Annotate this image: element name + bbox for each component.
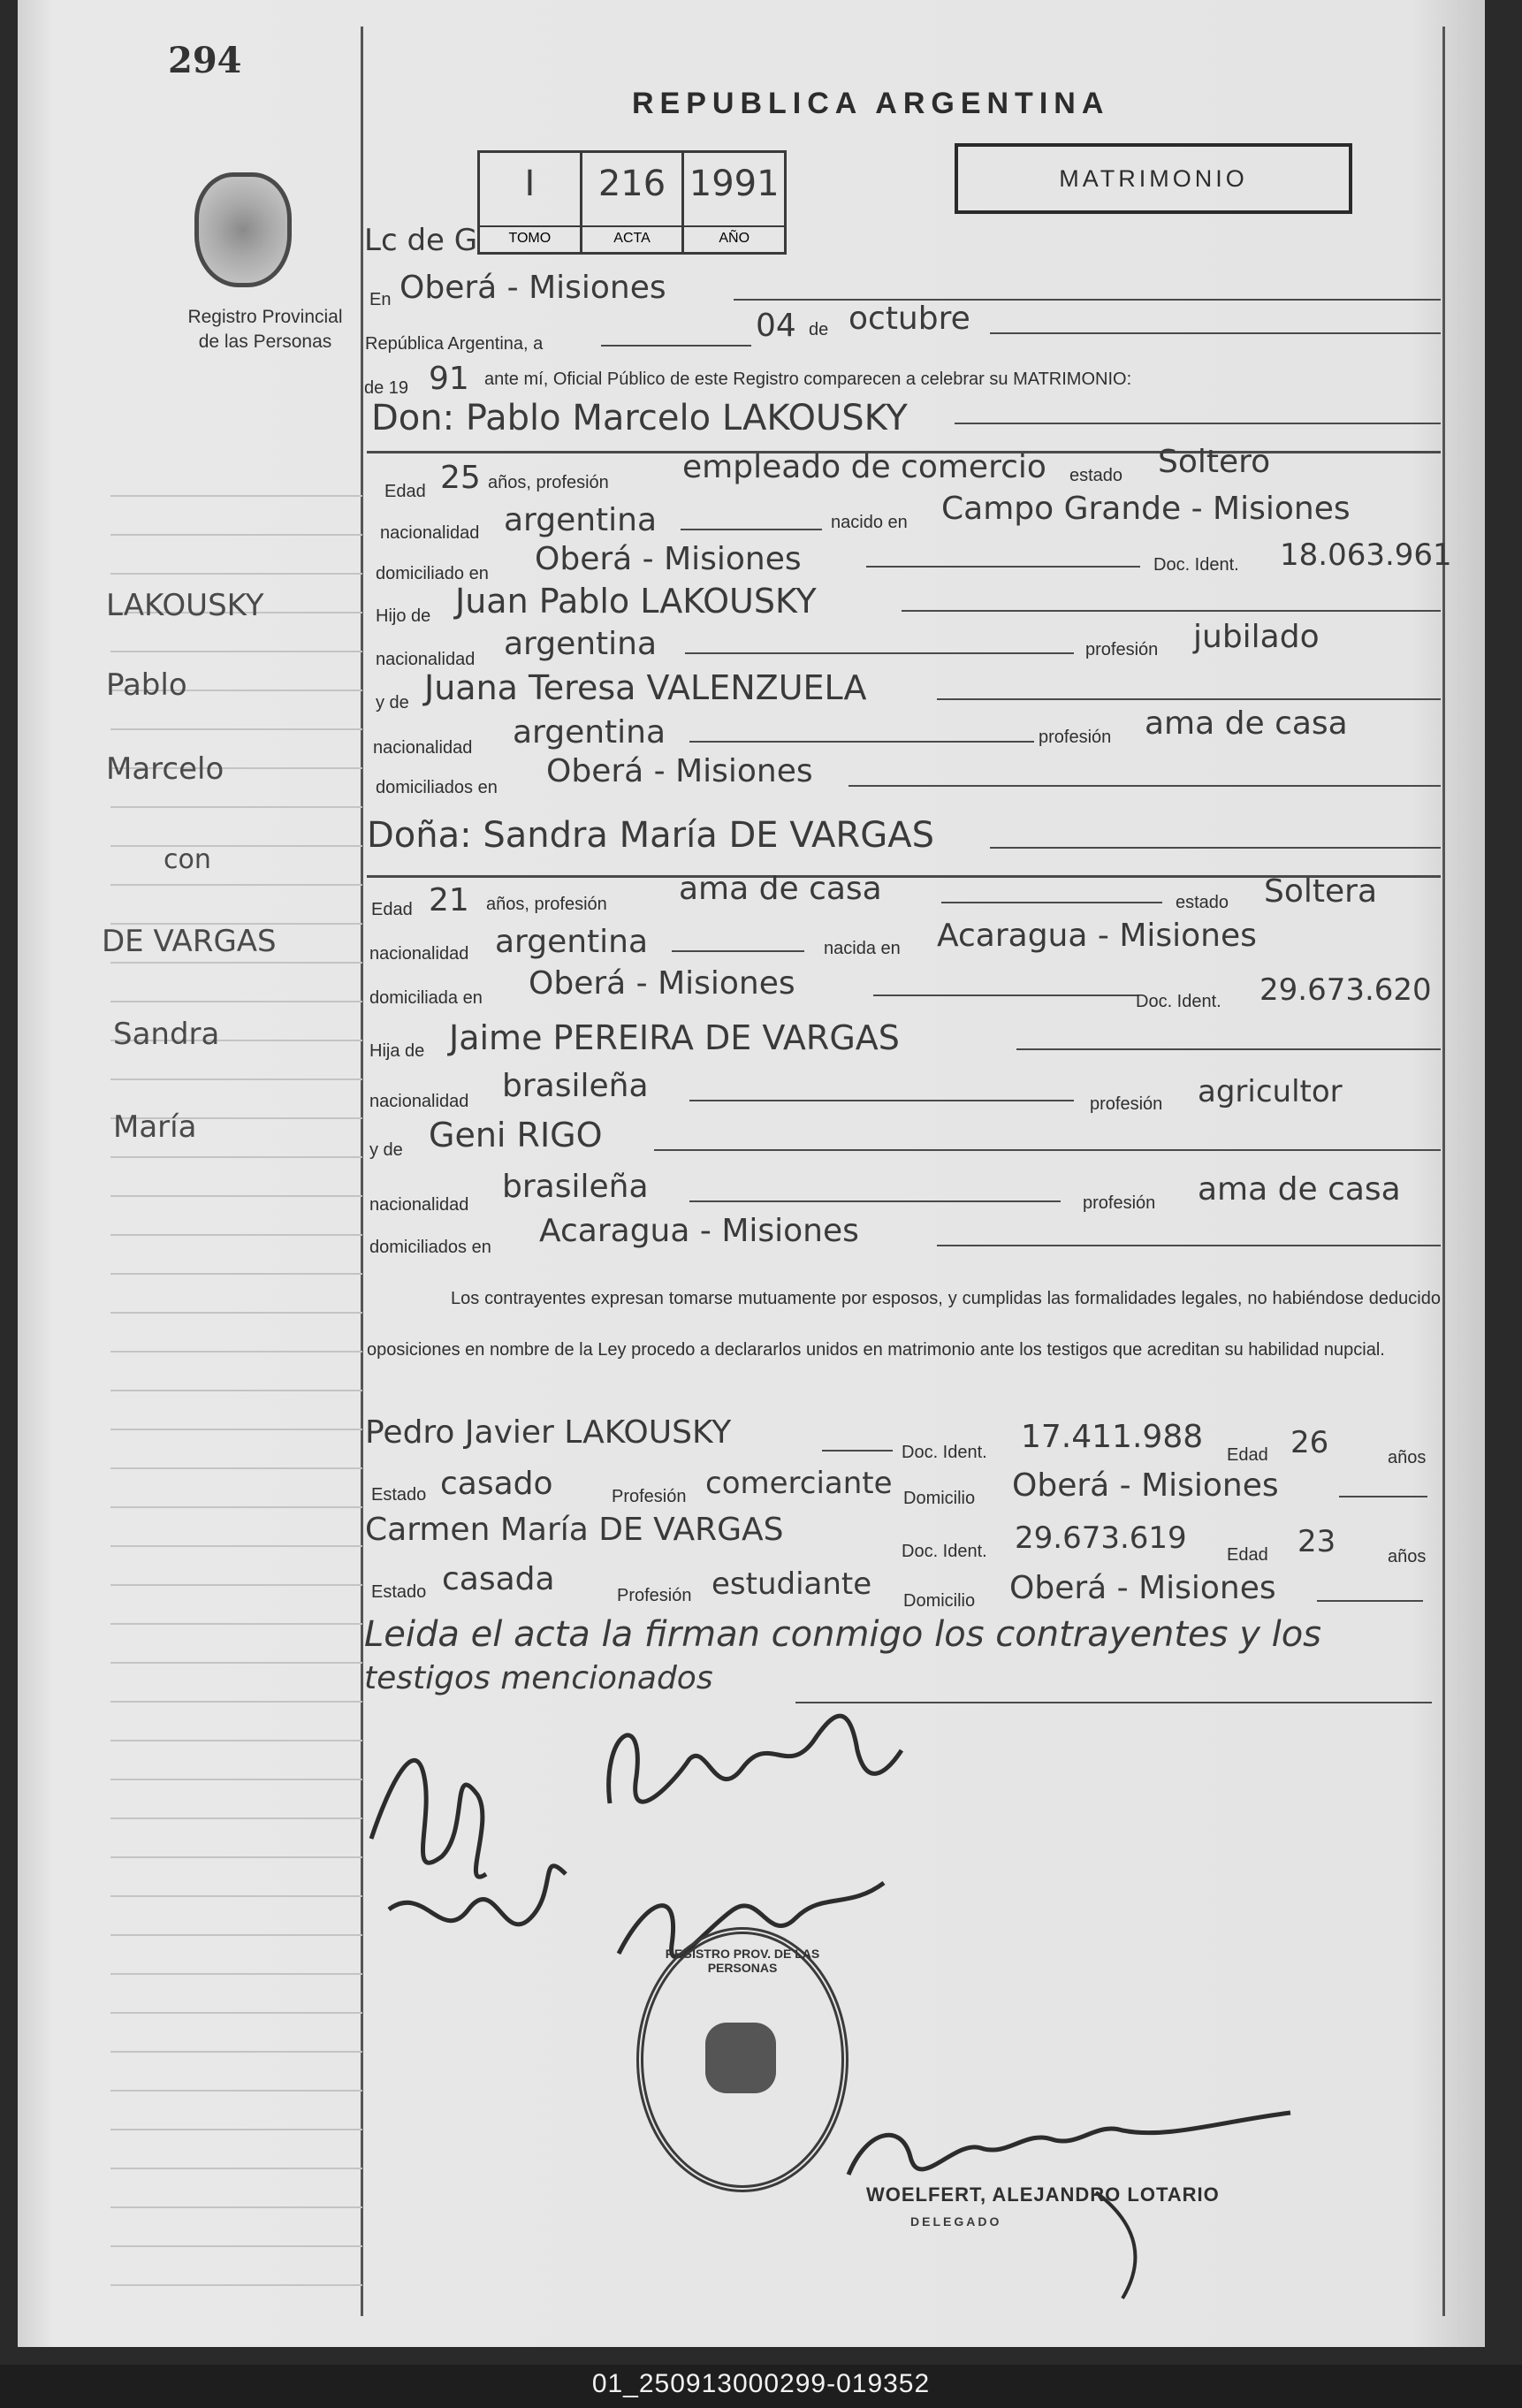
stamp-emblem-icon	[705, 2023, 776, 2093]
margin-rule-line	[110, 1234, 362, 1236]
official-stamp	[636, 1927, 849, 2192]
groom-mother: Juana Teresa VALENZUELA	[424, 668, 867, 707]
margin-rule-line	[110, 1973, 362, 1975]
year-suffix: 91	[429, 361, 469, 397]
profesion-label: Profesión	[612, 1487, 687, 1506]
signature-groom	[371, 1760, 486, 1877]
domiciliado-label: domiciliado en	[376, 564, 489, 583]
registro-line1: Registro Provincial	[187, 307, 343, 327]
nacida-label: nacida en	[824, 939, 901, 958]
certificate-type-box: MATRIMONIO	[955, 143, 1352, 214]
rule	[955, 423, 1441, 424]
opening-statement: ante mí, Oficial Público de este Registro comparecen a celebrar su MATRIMONIO:	[484, 370, 1132, 389]
bride-estado: Soltera	[1264, 873, 1378, 910]
day: 04	[756, 308, 796, 344]
margin-rule-line	[110, 1740, 362, 1741]
margin-note: María	[113, 1109, 197, 1145]
rule	[990, 847, 1441, 849]
witness-1-profession: comerciante	[705, 1466, 893, 1501]
bride-father-nationality: brasileña	[502, 1068, 649, 1104]
edad-label: Edad	[1227, 1445, 1268, 1465]
witness-2-profession: estudiante	[712, 1566, 872, 1602]
margin-rule-line	[110, 1390, 362, 1391]
edad-label: Edad	[1227, 1545, 1268, 1565]
republica-label: República Argentina, a	[365, 334, 544, 354]
bride-age: 21	[429, 882, 469, 918]
closing-line-2: testigos mencionados	[364, 1660, 713, 1696]
estado-label: Estado	[371, 1485, 427, 1505]
groom-age: 25	[440, 460, 481, 496]
closing-line-1: Leida el acta la firman conmigo los contrayentes y los	[364, 1614, 1322, 1655]
anos-label: años	[1388, 1547, 1427, 1566]
domiciliados-label: domiciliados en	[369, 1238, 491, 1257]
edad-label: Edad	[384, 482, 426, 501]
rule	[990, 332, 1441, 334]
de-label: de	[809, 320, 829, 339]
margin-rule-line	[110, 1701, 362, 1703]
acta-label: ACTA	[582, 225, 682, 247]
groom-birthplace: Campo Grande - Misiones	[941, 491, 1351, 527]
margin-rule-line	[110, 2206, 362, 2208]
doc-label: Doc. Ident.	[1153, 555, 1239, 575]
margin-rule-line	[110, 806, 362, 808]
margin-note: DE VARGAS	[102, 924, 277, 959]
groom-father: Juan Pablo LAKOUSKY	[455, 582, 817, 621]
bride-profession: ama de casa	[679, 871, 882, 907]
margin-rule-line	[110, 1662, 362, 1664]
rule	[689, 1100, 1074, 1101]
margin-rule-line	[110, 845, 362, 847]
margin-rule-line	[110, 1779, 362, 1780]
margin-rule-line	[110, 495, 362, 497]
nacionalidad-label: nacionalidad	[369, 944, 469, 964]
ano-value: 1991	[689, 164, 780, 204]
domiciliados-label: domiciliados en	[376, 778, 498, 797]
margin-note: Sandra	[113, 1017, 220, 1052]
groom-profession: empleado de comercio	[682, 449, 1046, 485]
ano-label: AÑO	[684, 225, 784, 247]
page-number: 294	[168, 40, 242, 81]
margin-rule-line	[110, 962, 362, 964]
rule	[849, 785, 1441, 787]
rule	[866, 566, 1140, 568]
margin-rule-line	[110, 1623, 362, 1625]
doc-label: Doc. Ident.	[1136, 992, 1221, 1011]
nacionalidad-label: nacionalidad	[369, 1092, 469, 1111]
rule	[681, 529, 822, 530]
nacionalidad-label: nacionalidad	[369, 1195, 469, 1215]
profesion-label: profesión	[1083, 1193, 1156, 1213]
margin-rule-line	[110, 884, 362, 886]
bride-mother-nationality: brasileña	[502, 1169, 649, 1205]
official-name: WOELFERT, ALEJANDRO LOTARIO	[866, 2183, 1220, 2206]
groom-father-profession: jubilado	[1193, 619, 1320, 655]
margin-rule-line	[110, 1156, 362, 1158]
month: octubre	[849, 301, 970, 337]
registro-label	[141, 305, 389, 354]
rule	[672, 950, 804, 952]
profesion-label: profesión	[1090, 1094, 1163, 1114]
right-border	[1442, 27, 1445, 2316]
profesion-label: profesión	[1039, 728, 1112, 747]
margin-rule-line	[110, 1312, 362, 1314]
margin-rule-line	[110, 1273, 362, 1275]
stamp-text: REGISTRO PROV. DE LAS PERSONAS	[665, 1947, 820, 1975]
margin-note: Pablo	[106, 667, 187, 703]
witness-2-estado: casada	[442, 1561, 555, 1597]
rule	[1016, 1048, 1441, 1050]
place: Oberá - Misiones	[400, 270, 666, 306]
registry-table	[477, 150, 787, 255]
rule	[1317, 1600, 1423, 1602]
tomo-cell	[480, 153, 582, 252]
register-page	[18, 0, 1485, 2347]
ano-cell	[684, 153, 784, 252]
margin-rule-line	[110, 1856, 362, 1858]
bride-domicile: Oberá - Misiones	[529, 965, 795, 1002]
margin-rule-line	[110, 2090, 362, 2092]
doc-label: Doc. Ident.	[902, 1542, 987, 1561]
margin-rule-line	[110, 651, 362, 652]
rule	[601, 345, 751, 347]
groom-nationality: argentina	[504, 502, 658, 538]
signature-witness-1	[609, 1716, 902, 1803]
coat-of-arms-icon	[194, 172, 292, 287]
doc-label: Doc. Ident.	[902, 1443, 987, 1462]
domiciliada-label: domiciliada en	[369, 988, 483, 1008]
margin-rule-line	[110, 1545, 362, 1547]
rule	[941, 902, 1162, 903]
image-serial: 01_250913000299-019352	[591, 2369, 931, 2398]
bride-father-profession: agricultor	[1198, 1074, 1343, 1109]
margin-rule-line	[110, 1195, 362, 1197]
tomo-label: TOMO	[480, 225, 580, 247]
nacionalidad-label: nacionalidad	[380, 523, 480, 543]
margin-rule-line	[110, 1934, 362, 1936]
bride-doc: 29.673.620	[1259, 972, 1432, 1008]
margin-note: Marcelo	[106, 751, 224, 787]
nacido-label: nacido en	[831, 513, 908, 532]
witness-2-domicile: Oberá - Misiones	[1009, 1570, 1276, 1606]
witness-1-age: 26	[1290, 1425, 1329, 1460]
margin-note: con	[164, 844, 211, 875]
margin-rule-line	[110, 1817, 362, 1819]
lcde-note: Lc de G	[364, 223, 478, 258]
witness-1-estado: casado	[440, 1466, 553, 1502]
witness-2-age: 23	[1298, 1524, 1336, 1559]
hija-label: Hija de	[369, 1041, 425, 1061]
nacionalidad-label: nacionalidad	[376, 650, 476, 669]
rule	[734, 299, 1441, 301]
rule	[937, 1245, 1441, 1246]
en-label: En	[369, 290, 392, 309]
rule	[873, 994, 1138, 996]
margin-rule-line	[110, 1584, 362, 1586]
margin-rule-line	[110, 1078, 362, 1080]
margin-rule-line	[110, 1351, 362, 1353]
groom-father-nationality: argentina	[504, 626, 658, 662]
domicilio-label: Domicilio	[903, 1489, 976, 1508]
estado-label: Estado	[371, 1582, 427, 1602]
bride-name: Doña: Sandra María DE VARGAS	[367, 815, 934, 856]
witness-1-domicile: Oberá - Misiones	[1012, 1467, 1279, 1504]
bride-mother-profession: ama de casa	[1198, 1171, 1401, 1208]
margin-rule-line	[110, 534, 362, 536]
domicilio-label: Domicilio	[903, 1591, 976, 1611]
estado-label: estado	[1069, 466, 1123, 485]
official-role: DELEGADO	[910, 2214, 1002, 2229]
yde-label: y de	[369, 1140, 403, 1160]
groom-doc: 18.063.961	[1280, 537, 1452, 573]
bride-father: Jaime PEREIRA DE VARGAS	[449, 1018, 900, 1057]
profesion-label: profesión	[1085, 640, 1159, 659]
groom-name: Don: Pablo Marcelo LAKOUSKY	[371, 398, 908, 438]
edad-label: Edad	[371, 900, 413, 919]
margin-rule-line	[110, 1467, 362, 1469]
rule	[689, 741, 1034, 743]
margin-rule-line	[110, 2051, 362, 2053]
groom-parents-domicile: Oberá - Misiones	[546, 753, 813, 789]
rule	[822, 1450, 893, 1452]
margin-rule-line	[110, 573, 362, 575]
de19-label: de 19	[364, 378, 409, 398]
margin-rule-line	[110, 2168, 362, 2169]
bride-nationality: argentina	[495, 924, 649, 960]
acta-cell	[582, 153, 685, 252]
rule	[1339, 1496, 1427, 1497]
document-title: REPUBLICA ARGENTINA	[632, 87, 1110, 120]
bride-birthplace: Acaragua - Misiones	[937, 918, 1257, 954]
anos-profesion-label: años, profesión	[488, 473, 609, 492]
margin-rule-line	[110, 2012, 362, 2014]
groom-estado: Soltero	[1158, 444, 1271, 480]
margin-rule-line	[110, 728, 362, 730]
rule	[685, 652, 1074, 654]
groom-mother-nationality: argentina	[513, 714, 666, 751]
witness-2-doc: 29.673.619	[1015, 1520, 1187, 1556]
rule	[937, 698, 1441, 700]
anos-label: años	[1388, 1448, 1427, 1467]
margin-rule-line	[110, 1895, 362, 1897]
registro-line2: de las Personas	[198, 331, 332, 352]
acta-value: 216	[597, 164, 666, 204]
margin-note: LAKOUSKY	[106, 588, 264, 623]
bride-parents-domicile: Acaragua - Misiones	[539, 1213, 859, 1249]
nacionalidad-label: nacionalidad	[373, 738, 473, 758]
margin-rule-line	[110, 2284, 362, 2286]
anos-profesion-label: años, profesión	[486, 895, 607, 914]
rule	[902, 610, 1441, 612]
hijo-label: Hijo de	[376, 606, 431, 626]
margin-rule-line	[110, 1001, 362, 1002]
witness-1-name: Pedro Javier LAKOUSKY	[365, 1414, 732, 1451]
rule	[654, 1149, 1441, 1151]
margin-rule-line	[110, 1429, 362, 1430]
legal-text: Los contrayentes expresan tomarse mutuamente por esposos, y cumplidas las formalidades legales, no habiéndose deducido oposiciones en nombre de la Ley procedo a declararlos unidos en matrimonio ante los testigos que acreditan su habilidad nupcial.	[367, 1289, 1441, 1360]
witness-1-doc: 17.411.988	[1021, 1419, 1204, 1455]
yde-label: y de	[376, 693, 409, 712]
margin-rule-line	[110, 2129, 362, 2130]
margin-rule-line	[110, 2245, 362, 2247]
profesion-label: Profesión	[617, 1586, 692, 1605]
margin-rule-line	[110, 1506, 362, 1508]
estado-label: estado	[1176, 893, 1229, 912]
groom-mother-profession: ama de casa	[1145, 705, 1348, 742]
rule	[689, 1200, 1061, 1202]
bride-mother: Geni RIGO	[429, 1116, 603, 1154]
witness-2-name: Carmen María DE VARGAS	[365, 1512, 784, 1548]
groom-domicile: Oberá - Misiones	[535, 541, 802, 577]
tomo-value: I	[524, 164, 536, 204]
